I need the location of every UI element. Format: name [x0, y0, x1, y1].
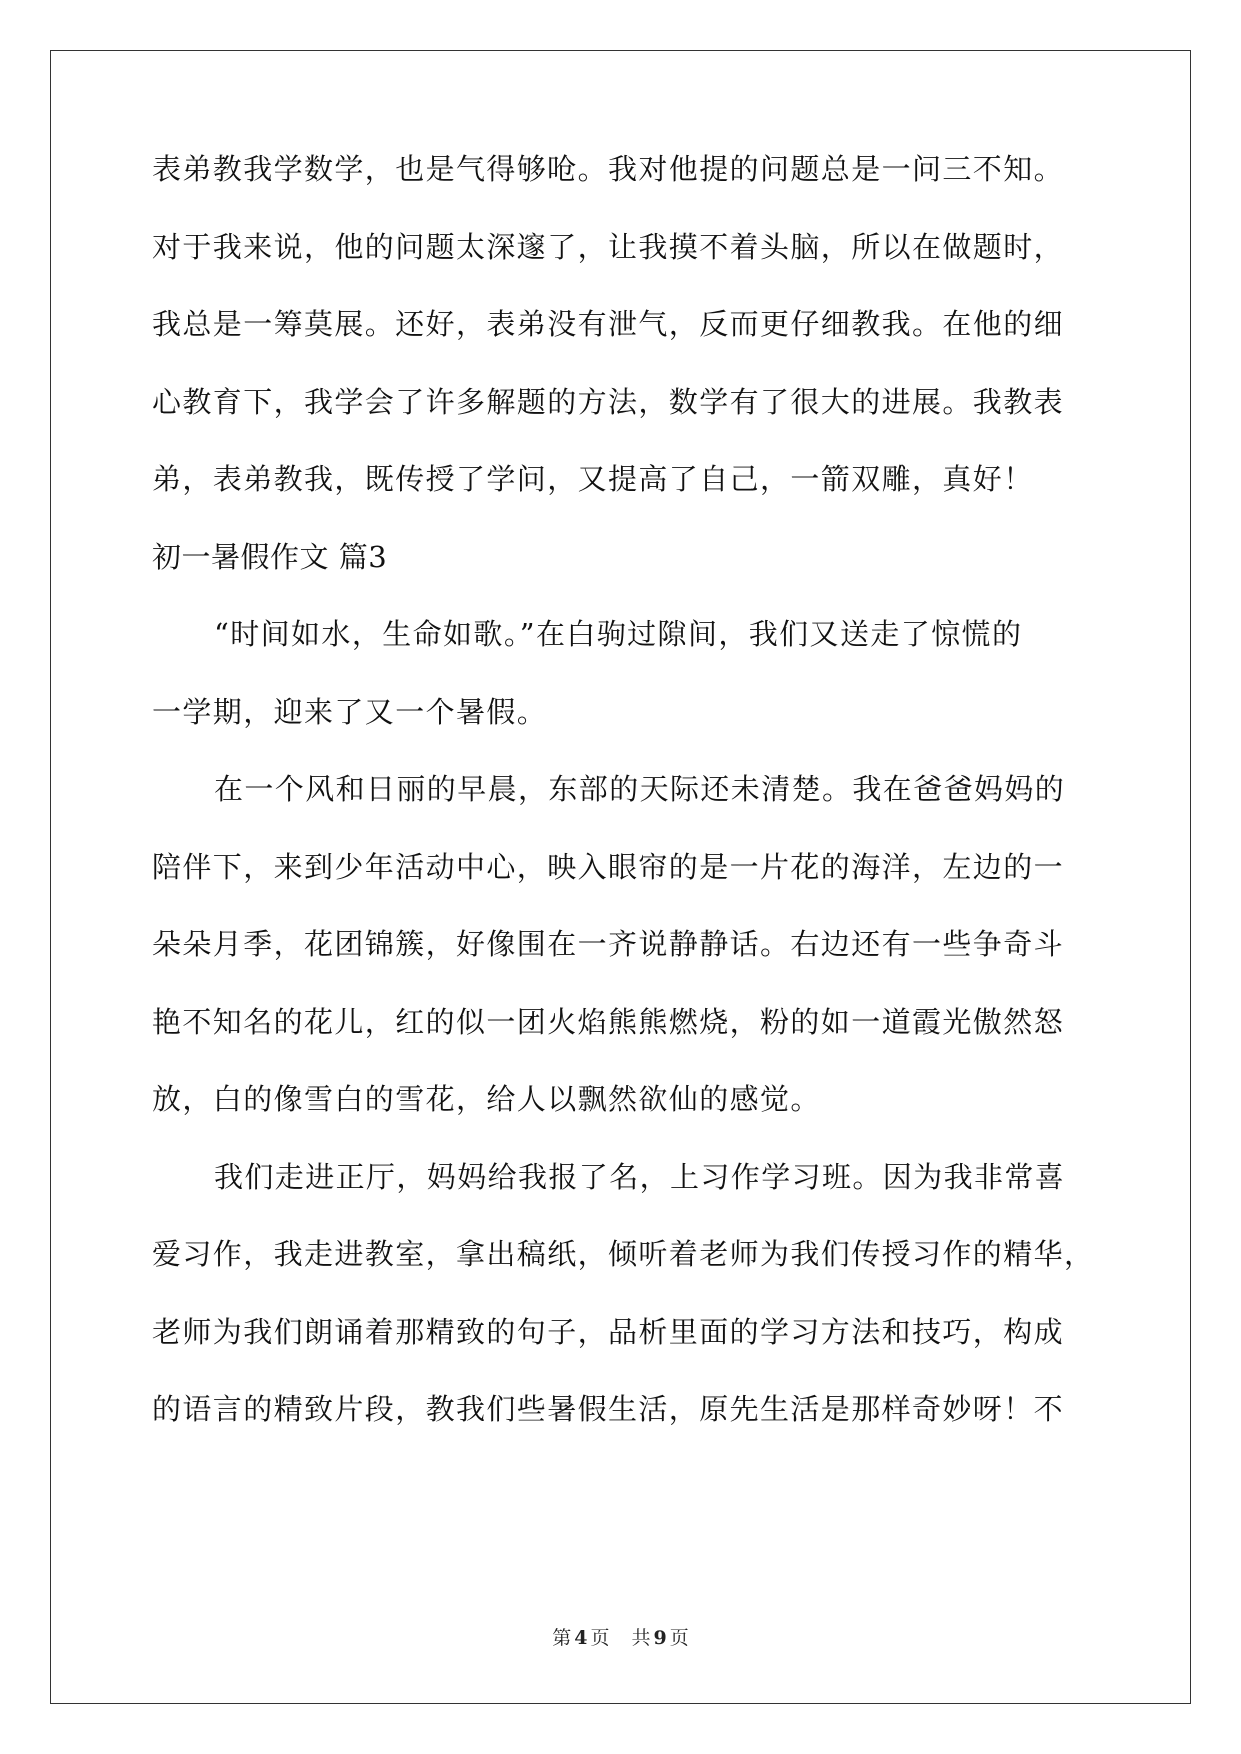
total-suffix: 页	[669, 1627, 689, 1649]
page-number: 4	[574, 1627, 588, 1649]
text-line: 心教育下，我学会了许多解题的方法，数学有了很大的进展。我教表	[152, 384, 1065, 419]
text-line: 老师为我们朗诵着那精致的句子，品析里面的学习方法和技巧，构成	[152, 1314, 1065, 1349]
page-suffix: 页	[590, 1627, 610, 1649]
text-line: 对于我来说，他的问题太深邃了，让我摸不着头脑，所以在做题时，	[152, 229, 1065, 264]
text-line: 艳不知名的花儿，红的似一团火焰熊熊燃烧，粉的如一道霞光傲然怒	[152, 1004, 1065, 1039]
paragraph-start-line: “时间如水，生命如歌。”在白驹过隙间，我们又送走了惊慌的	[214, 617, 1023, 651]
page-footer	[0, 1625, 1241, 1651]
page-prefix: 第	[552, 1627, 572, 1649]
total-pages: 9	[653, 1627, 667, 1649]
text-line: 的语言的精致片段，教我们些暑假生活，原先生活是那样奇妙呀！不	[152, 1392, 1065, 1426]
text-line: 表弟教我学数学，也是气得够呛。我对他提的问题总是一问三不知。	[152, 152, 1065, 186]
text-line: 一学期，迎来了又一个暑假。	[152, 694, 548, 729]
text-line: 弟，表弟教我，既传授了学问，又提高了自己，一箭双雕，真好！	[152, 462, 1034, 496]
section-heading: 初一暑假作文 篇3	[152, 539, 388, 574]
paragraph-start-line: 我们走进正厅，妈妈给我报了名，上习作学习班。因为我非常喜	[214, 1159, 1066, 1194]
text-line: 放，白的像雪白的雪花，给人以飘然欲仙的感觉。	[152, 1082, 821, 1116]
paragraph-start-line: 在一个风和日丽的早晨，东部的天际还未清楚。我在爸爸妈妈的	[214, 772, 1066, 806]
text-line: 朵朵月季，花团锦簇，好像围在一齐说静静话。右边还有一些争奇斗	[152, 927, 1065, 961]
text-line: 我总是一筹莫展。还好，表弟没有泄气，反而更仔细教我。在他的细	[152, 307, 1065, 341]
total-prefix: 共	[631, 1627, 651, 1649]
text-line: 爱习作，我走进教室，拿出稿纸，倾听着老师为我们传授习作的精华，	[152, 1237, 1095, 1271]
text-line: 陪伴下，来到少年活动中心，映入眼帘的是一片花的海洋，左边的一	[152, 849, 1065, 884]
document-body	[152, 150, 1095, 1468]
